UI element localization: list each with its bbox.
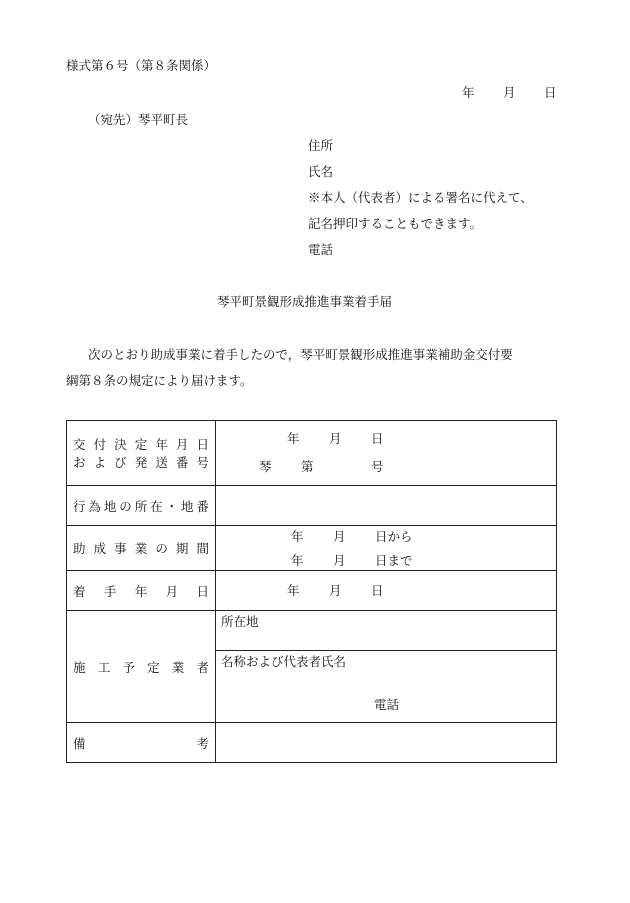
- document-title: 琴平町景観形成推進事業着手届: [217, 294, 393, 309]
- date-year: 年: [462, 85, 475, 100]
- signature-note-line1: ※本人（代表者）による署名に代えて、: [308, 190, 533, 205]
- remarks-value-cell[interactable]: [216, 723, 557, 763]
- dispatch-number-label: お よ び 発 送 番 号: [73, 455, 209, 470]
- table-row: [67, 486, 557, 526]
- contractor-phone-label: 電話: [374, 697, 400, 712]
- body-line1: 次のとおり助成事業に着手したので，琴平町景観形成推進事業補助金交付要: [88, 347, 513, 362]
- start-date-value-cell[interactable]: 年 月 日: [216, 571, 557, 611]
- contractor-label-cell: [67, 611, 216, 723]
- form-table: [66, 420, 557, 763]
- phone-label: 電話: [308, 242, 334, 257]
- decision-date-label-cell: [67, 421, 216, 486]
- project-period-value-cell[interactable]: 年 月 日から 年 月 日まで: [216, 526, 557, 571]
- start-date-label: 着 手 年 月 日: [73, 583, 209, 599]
- site-location-label: 行 為 地 の 所 在 ・ 地 番: [73, 498, 209, 514]
- address-label: 住所: [308, 138, 334, 153]
- table-row: [67, 421, 557, 486]
- table-row: [67, 723, 557, 763]
- date-day: 日: [544, 85, 557, 100]
- signature-note-line2: 記名押印することもできます。: [308, 216, 483, 231]
- remarks-label: 備 考: [73, 735, 209, 751]
- contractor-name-field[interactable]: [216, 651, 556, 722]
- table-row: [67, 571, 557, 611]
- decision-date-value-cell[interactable]: 年 月 日 琴 第 号: [216, 421, 557, 486]
- table-row: [67, 526, 557, 571]
- contractor-value-cell: [216, 611, 557, 723]
- date-month: 月: [503, 85, 516, 100]
- contractor-name-label: 名称および代表者氏名: [221, 654, 347, 669]
- site-location-value-cell[interactable]: [216, 486, 557, 526]
- project-period-label: 助 成 事 業 の 期 間: [73, 541, 209, 556]
- contractor-location-field[interactable]: [216, 611, 556, 651]
- contractor-location-label: 所在地: [221, 614, 259, 629]
- remarks-label-cell: [67, 723, 216, 763]
- decision-date-label: 交 付 決 定 年 月 日: [73, 437, 209, 452]
- contractor-label: 施 工 予 定 業 者: [73, 659, 209, 675]
- project-period-label-cell: [67, 526, 216, 571]
- table-row: [67, 611, 557, 723]
- start-date-label-cell: [67, 571, 216, 611]
- form-number: 様式第６号（第８条関係）: [66, 58, 217, 73]
- name-label: 氏名: [308, 164, 334, 179]
- site-location-label-cell: [67, 486, 216, 526]
- addressee: （宛先）琴平町長: [88, 112, 189, 127]
- body-line2: 綱第８条の規定により届けます。: [66, 373, 253, 388]
